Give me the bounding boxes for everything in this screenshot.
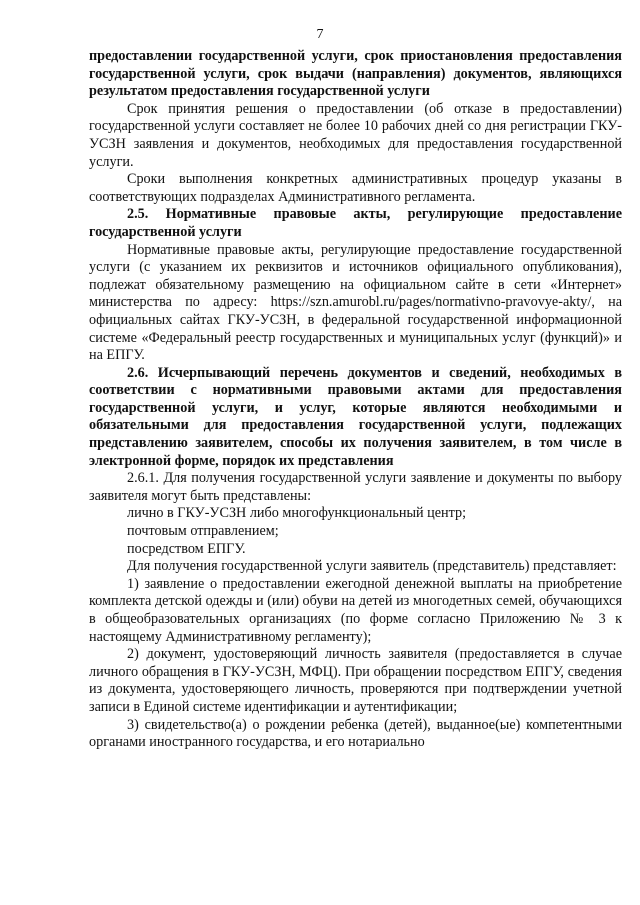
paragraph: Для получения государственной услуги заявитель (представитель) представляет:: [127, 558, 617, 575]
numbered-item: 1) заявление о предоставлении ежегодной денежной выплаты на приобретение комплекта детской одежды и (или) обуви на детей из многодетных семей, обучающихся в общеобразовательных организациях (по форме согласно Приложению № 3 к настоящему Административному регламенту);: [89, 575, 622, 645]
paragraph: Нормативные правовые акты, регулирующие предоставление государственной услуги (с указанием их реквизитов и источников официального опубликования), подлежат обязательному размещению на официальном сайте в сети «Интернет» министерства по адресу: https://szn.amurobl.ru/pages/normativno-pravovye-akty/, на официальных сайтах ГКУ-УСЗН, в федеральной государственной информационной системе «Федеральный реестр государственных и муниципальных услуг (функций)» и на ЕПГУ.: [89, 241, 622, 364]
list-item: почтовым отправлением;: [127, 523, 279, 540]
section-heading: 2.6. Исчерпывающий перечень документов и сведений, необходимых в соответствии с нормативными правовыми актами для предоставления государственной услуги, и услуг, которые являются необходимыми и обязательными для предоставления государственной услуги, подлежащих представлению заявителем, способы их получения заявителем, в том числе в электронной форме, порядок их представления: [89, 364, 622, 469]
section-heading: 2.5. Нормативные правовые акты, регулирующие предоставление государственной услуги: [89, 206, 622, 240]
section-heading-continuation: предоставлении государственной услуги, срок приостановления предоставления государственной услуги, срок выдачи (направления) документов, являющихся результатом предоставления государственной услуги: [89, 48, 622, 100]
paragraph: 2.6.1. Для получения государственной услуги заявление и документы по выбору заявителя могут быть представлены:: [89, 470, 622, 504]
numbered-item: 3) свидетельство(а) о рождении ребенка (детей), выданное(ые) компетентными органами иностранного государства, и его нотариально: [89, 716, 622, 751]
page-body: [89, 48, 622, 752]
numbered-item: 2) документ, удостоверяющий личность заявителя (предоставляется в случае личного обращения в ГКУ-УСЗН, МФЦ). При обращении посредством ЕПГУ, сведения из документа, удостоверяющего личность, проверяются при подтверждении учетной записи в Единой системе идентификации и аутентификации;: [89, 646, 622, 715]
list-item: посредством ЕПГУ.: [127, 540, 246, 557]
page-number: 7: [316, 27, 324, 42]
paragraph: Срок принятия решения о предоставлении (об отказе в предоставлении) государственной услуги составляет не более 10 рабочих дней со дня регистрации ГКУ-УСЗН заявления и документов, необходимых для предоставления государственной услуги.: [89, 100, 622, 170]
paragraph: Сроки выполнения конкретных административных процедур указаны в соответствующих подразделах Административного регламента.: [89, 171, 622, 205]
list-item: лично в ГКУ-УСЗН либо многофункциональный центр;: [127, 505, 467, 522]
